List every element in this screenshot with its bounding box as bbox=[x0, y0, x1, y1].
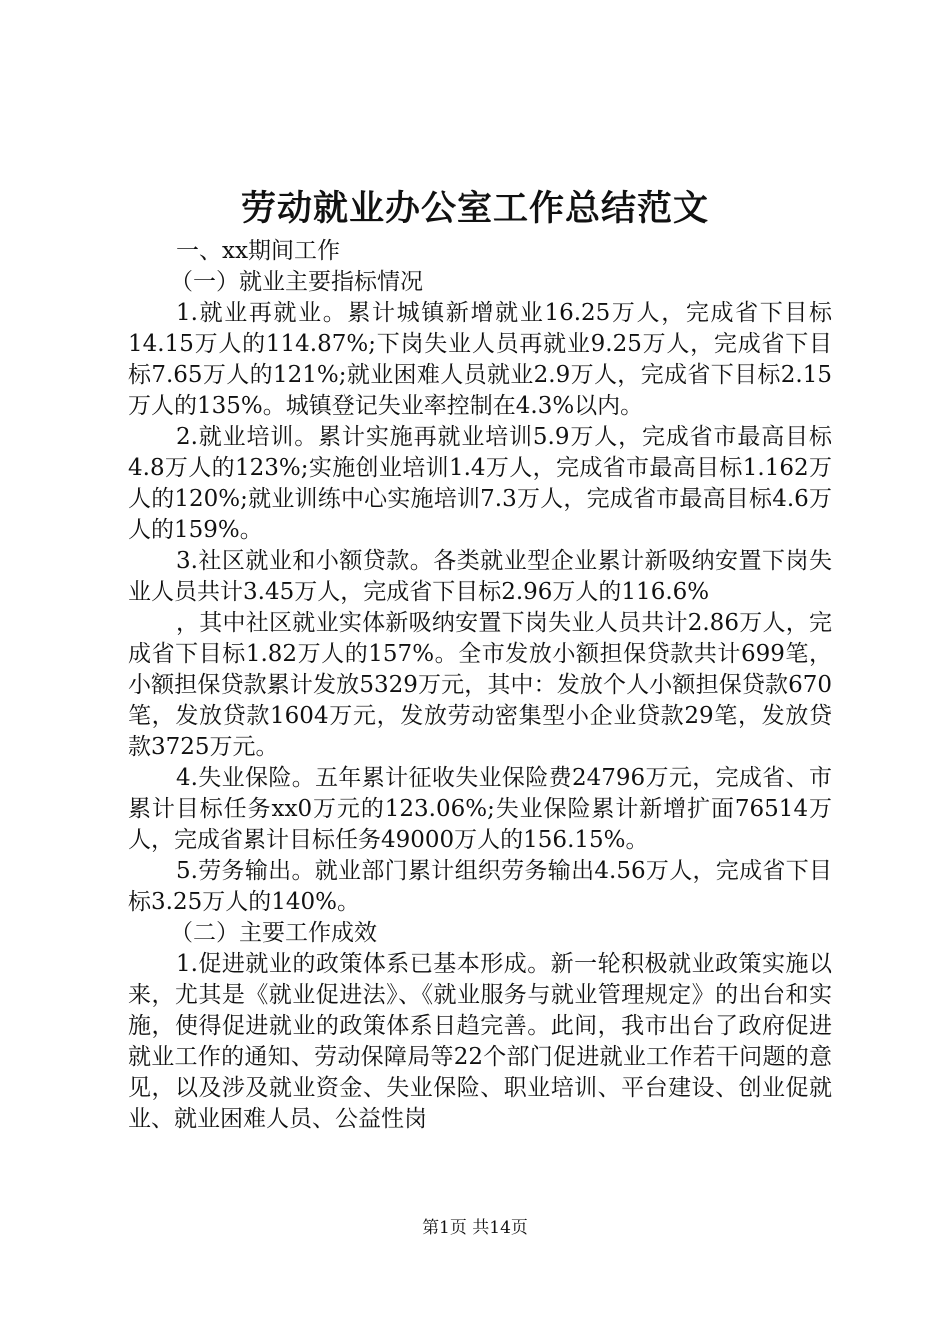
document-body bbox=[128, 236, 832, 1135]
subsection-heading: （一）就业主要指标情况 bbox=[170, 269, 423, 295]
body-paragraph: 1.就业再就业。累计城镇新增就业16.25万人，完成省下目标14.15万人的114.87%;下岗失业人员再就业9.25万人，完成省下目标7.65万人的121%;就业困难人员就业2.9万人，完成省下目标2.15万人的135%。城镇登记失业率控制在4.3%以内。 bbox=[128, 300, 832, 419]
body-paragraph: ，其中社区就业实体新吸纳安置下岗失业人员共计2.86万人，完成省下目标1.82万人的157%。全市发放小额担保贷款共计699笔，小额担保贷款累计发放5329万元，其中：发放个人小额担保贷款670笔，发放贷款1604万元，发放劳动密集型小企业贷款29笔，发放贷款3725万元。 bbox=[128, 610, 832, 760]
body-paragraph: 2.就业培训。累计实施再就业培训5.9万人，完成省市最高目标4.8万人的123%;实施创业培训1.4万人，完成省市最高目标1.162万人的120%;就业训练中心实施培训7.3万人，完成省市最高目标4.6万人的159%。 bbox=[128, 424, 832, 543]
body-paragraph: 3.社区就业和小额贷款。各类就业型企业累计新吸纳安置下岗失业人员共计3.45万人，完成省下目标2.96万人的116.6% bbox=[128, 548, 832, 605]
document-title: 劳动就业办公室工作总结范文 bbox=[240, 188, 709, 229]
body-paragraph: 5.劳务输出。就业部门累计组织劳务输出4.56万人，完成省下目标3.25万人的140%。 bbox=[128, 858, 832, 915]
body-paragraph: 4.失业保险。五年累计征收失业保险费24796万元，完成省、市累计目标任务xx0万元的123.06%;失业保险累计新增扩面76514万人，完成省累计目标任务49000万人的156.15%。 bbox=[128, 765, 832, 853]
section-heading: 一、xx期间工作 bbox=[176, 238, 340, 264]
body-paragraph: 1.促进就业的政策体系已基本形成。新一轮积极就业政策实施以来，尤其是《就业促进法》、《就业服务与就业管理规定》的出台和实施，使得促进就业的政策体系日趋完善。此间，我市出台了政府促进就业工作的通知、劳动保障局等22个部门促进就业工作若干问题的意见，以及涉及就业资金、失业保险、职业培训、平台建设、创业促就业、就业困难人员、公益性岗 bbox=[128, 951, 832, 1132]
subsection-heading: （二）主要工作成效 bbox=[170, 920, 377, 946]
page-footer: 第1页 共14页 bbox=[422, 1218, 528, 1238]
